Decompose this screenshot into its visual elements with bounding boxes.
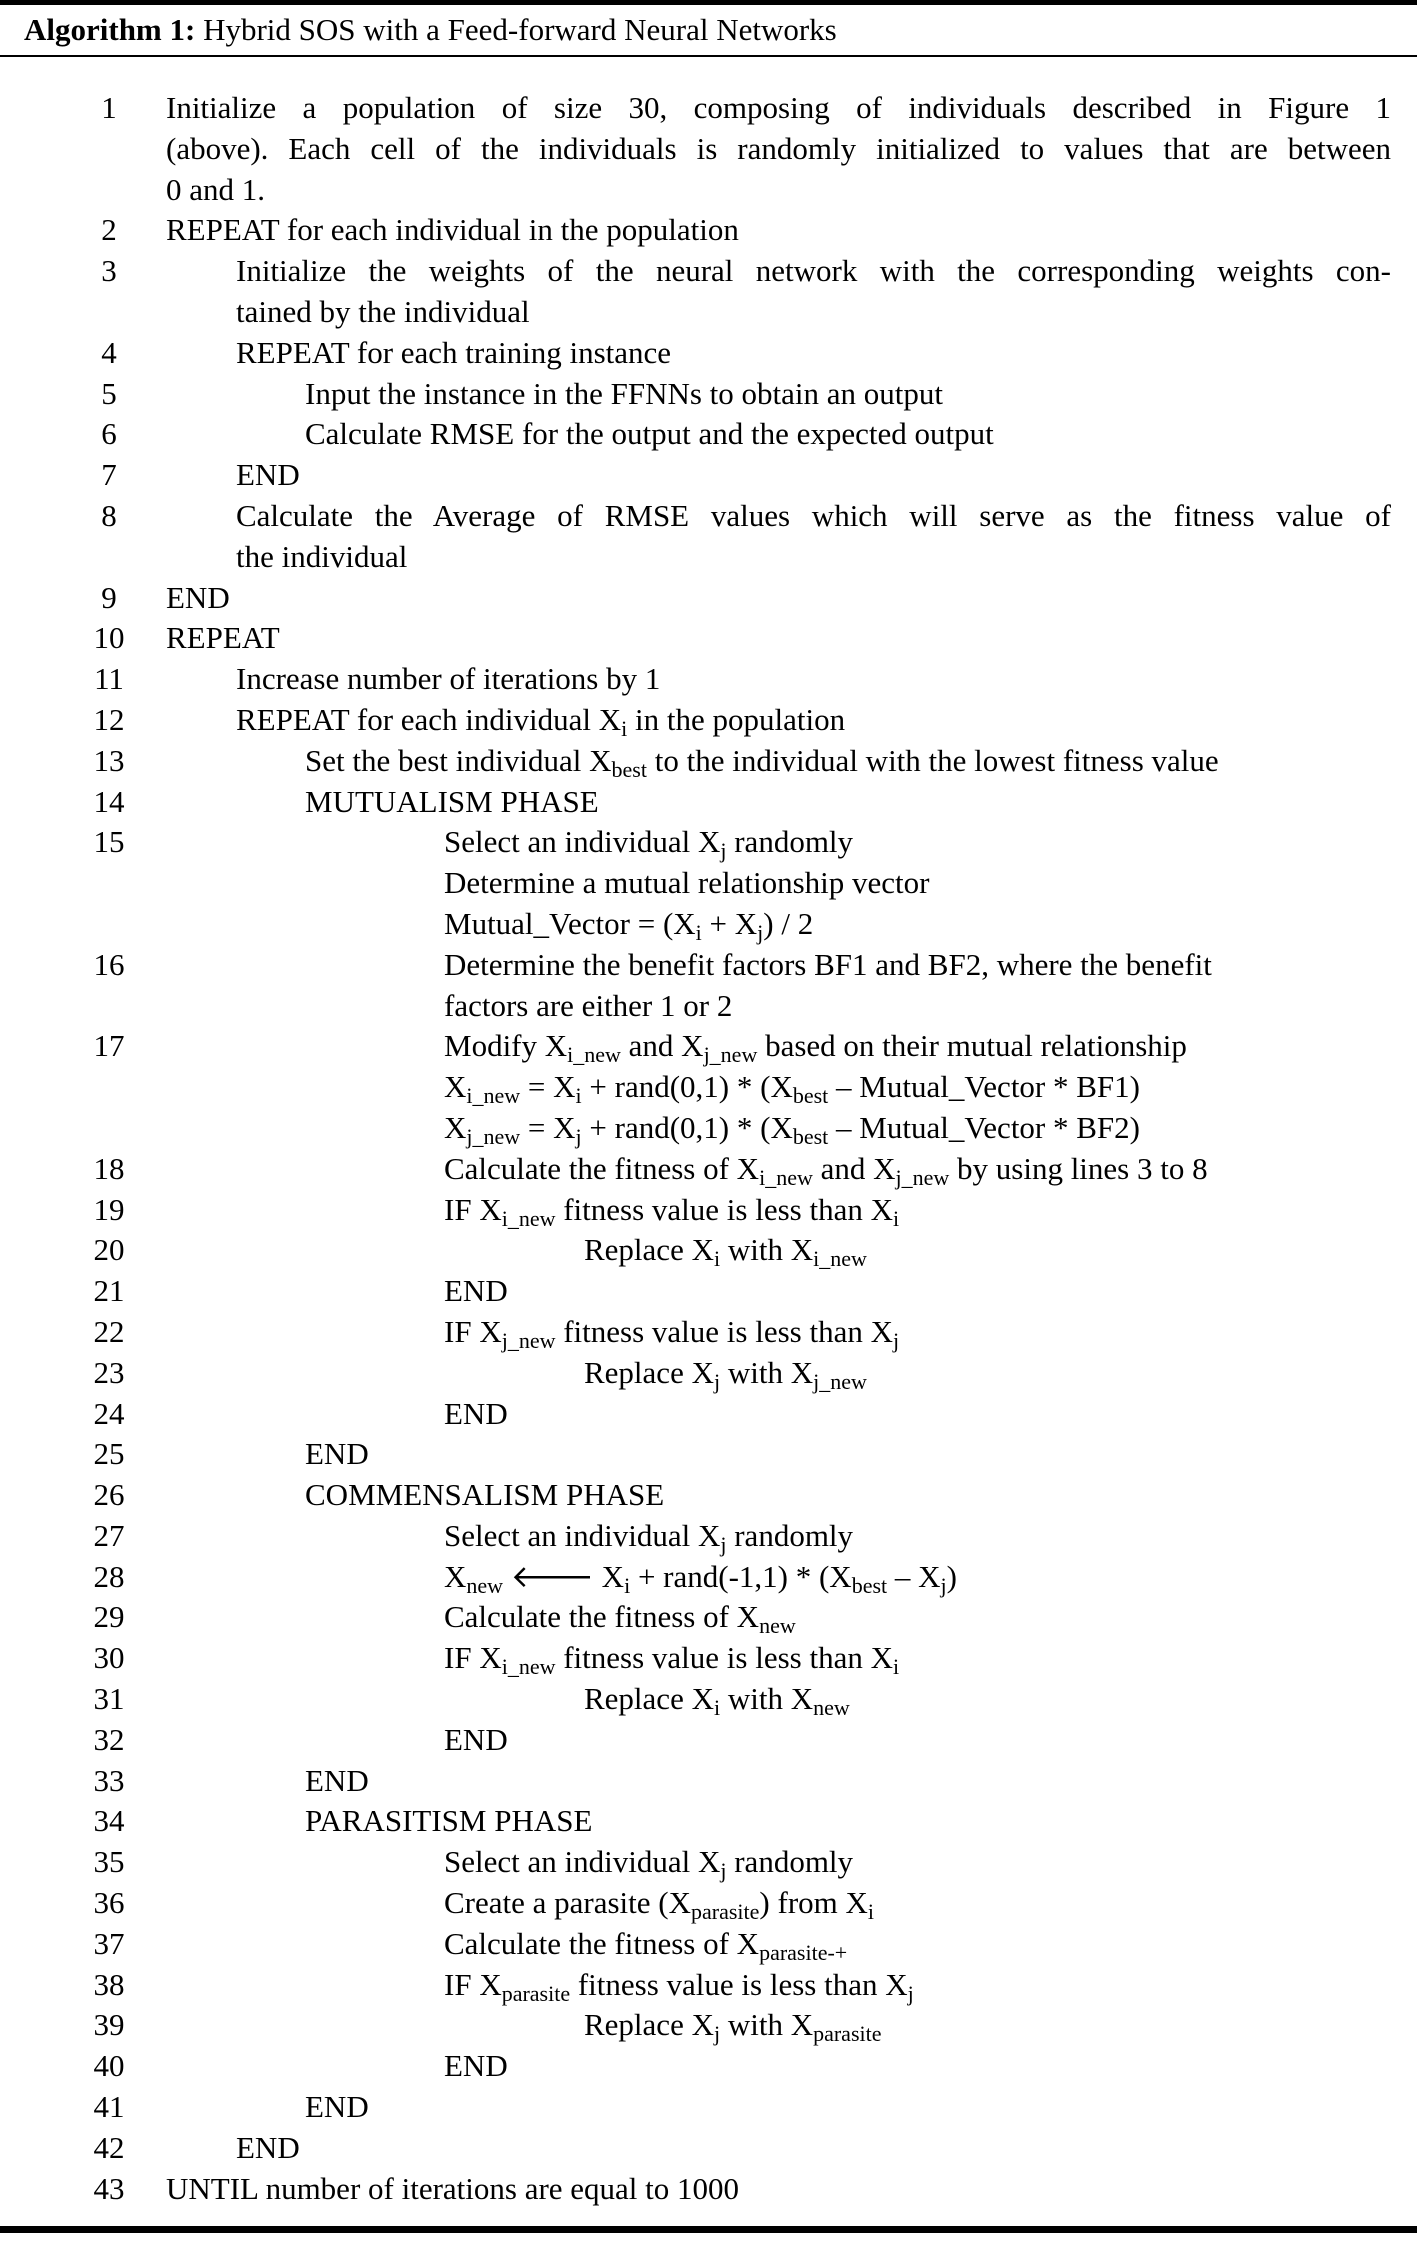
line-text: END (444, 1395, 508, 1431)
algorithm-line (0, 496, 1417, 537)
line-number: 1 (101, 90, 117, 125)
algorithm-line (0, 1924, 1417, 1965)
line-text: Determine the benefit factors BF1 and BF2, where the benefit (444, 946, 1212, 982)
line-number: 13 (93, 742, 125, 778)
algorithm-line (0, 1842, 1417, 1883)
algorithm-label: Algorithm 1: (24, 12, 196, 47)
algorithm-line (0, 1516, 1417, 1557)
line-text: $X_{i\_new} = X_i$ + rand(0,1) * ($X_{best}$ – Mutual_Vector * BF1) (444, 1069, 1140, 1109)
algorithm-line (0, 700, 1417, 741)
algorithm-line (0, 537, 1417, 578)
algorithm-line (0, 292, 1417, 333)
line-text: Replace $X_j$ with $X_{parasite}$ (584, 2007, 882, 2047)
line-text: IF $X_{j\_new}$ fitness value is less than $X_j$ (444, 1313, 900, 1353)
algorithm-line (0, 1801, 1417, 1842)
line-number: 33 (93, 1762, 125, 1798)
line-number: 43 (93, 2170, 125, 2206)
line-number: 11 (94, 661, 124, 697)
algorithm-line (0, 1557, 1417, 1598)
algorithm-line (0, 1190, 1417, 1231)
line-text: Select an individual $X_j$ randomly (444, 1517, 854, 1557)
line-text: REPEAT for each training instance (236, 334, 672, 370)
algorithm-line (0, 1434, 1417, 1475)
line-text: REPEAT for each individual in the population (166, 212, 739, 248)
line-number: 12 (93, 701, 125, 737)
line-text: Calculate the Average of RMSE values which will serve as the fitness value of (236, 497, 1391, 533)
line-text: MUTUALISM PHASE (305, 783, 599, 819)
algorithm-line (0, 863, 1417, 904)
top-rule (0, 0, 1417, 5)
algorithm-line (0, 455, 1417, 496)
line-text: IF $X_{i\_new}$ fitness value is less than $X_i$ (444, 1191, 900, 1231)
algorithm-caption: Hybrid SOS with a Feed-forward Neural Networks (203, 12, 837, 47)
line-text: Increase number of iterations by 1 (236, 661, 661, 697)
bottom-rule (0, 2226, 1417, 2233)
line-text: Calculate the fitness of $X_{parasite-+}$ (444, 1925, 848, 1965)
line-number: 31 (93, 1681, 125, 1717)
line-number: 37 (93, 1925, 125, 1961)
line-number: 14 (93, 783, 125, 819)
algorithm-line (0, 2087, 1417, 2128)
line-number: 2 (101, 212, 117, 248)
line-text: PARASITISM PHASE (305, 1803, 593, 1839)
algorithm-line (0, 1394, 1417, 1435)
algorithm-line (0, 741, 1417, 782)
line-number: 28 (93, 1558, 125, 1594)
algorithm-line (0, 374, 1417, 415)
algorithm-line (0, 1475, 1417, 1516)
line-text: (above). Each cell of the individuals is randomly initialized to values that are between (166, 130, 1391, 166)
line-number: 6 (101, 416, 117, 452)
line-text: Initialize the weights of the neural network with the corresponding weights con- (236, 253, 1391, 289)
algorithm-line (0, 1638, 1417, 1679)
algorithm-line (0, 618, 1417, 659)
line-number: 16 (93, 946, 125, 982)
line-number: 29 (93, 1599, 125, 1635)
algorithm-line (0, 251, 1417, 292)
algorithm-line (0, 1965, 1417, 2006)
algorithm-line (0, 945, 1417, 986)
line-number: 30 (93, 1640, 125, 1676)
line-text: UNTIL number of iterations are equal to 1000 (166, 2170, 740, 2206)
line-text: Replace $X_j$ with $X_{j\_new}$ (584, 1354, 867, 1394)
algorithm-line (0, 88, 1417, 129)
algorithm-line (0, 1312, 1417, 1353)
algorithm-line (0, 333, 1417, 374)
line-number: 34 (93, 1803, 125, 1839)
line-text: END (444, 1273, 508, 1309)
line-text: Initialize a population of size 30, composing of individuals described in Figure 1 (166, 90, 1391, 125)
line-text: Select an individual $X_j$ randomly (444, 1844, 854, 1884)
algorithm-line (0, 822, 1417, 863)
algorithm-line (0, 1679, 1417, 1720)
line-text: Input the instance in the FFNNs to obtain an output (305, 375, 944, 411)
algorithm-line (0, 986, 1417, 1027)
line-text: END (236, 457, 300, 493)
line-text: Calculate the fitness of $X_{i\_new}$ and $X_{j\_new}$ by using lines 3 to 8 (444, 1150, 1208, 1190)
line-number: 17 (93, 1028, 125, 1064)
line-text: Replace $X_i$ with $X_{new}$ (584, 1681, 850, 1721)
line-text: $X_{new}$ 🡐 $X_i$ + rand(-1,1) * $(X_{best} - X_j)$ (444, 1558, 957, 1598)
line-number: 4 (101, 334, 117, 370)
algorithm-line (0, 1149, 1417, 1190)
algorithm-line (0, 1597, 1417, 1638)
algorithm-line (0, 904, 1417, 945)
line-number: 26 (93, 1477, 125, 1513)
algorithm-line (0, 1720, 1417, 1761)
algorithm-line (0, 1067, 1417, 1108)
line-number: 24 (93, 1395, 125, 1431)
algorithm-body (0, 88, 1417, 2209)
line-text: COMMENSALISM PHASE (305, 1477, 665, 1513)
line-text: $X_{j\_new} = X_j$ + rand(0,1) * ($X_{best}$ – Mutual_Vector * BF2) (444, 1109, 1140, 1149)
line-number: 42 (93, 2129, 125, 2165)
line-number: 27 (93, 1517, 125, 1553)
line-text: IF $X_{i\_new}$ fitness value is less than $X_i$ (444, 1640, 900, 1680)
line-text: Select an individual $X_j$ randomly (444, 824, 854, 864)
line-text: IF $X_{parasite}$ fitness value is less than $X_j$ (444, 1966, 914, 2006)
algorithm-line (0, 2046, 1417, 2087)
line-text: END (236, 2129, 300, 2165)
line-number: 23 (93, 1354, 125, 1390)
line-text: Modify $X_{i\_new}$ and $X_{j\_new}$ based on their mutual relationship (444, 1028, 1187, 1068)
line-text: 0 and 1. (166, 171, 266, 207)
line-number: 5 (101, 375, 117, 411)
line-text: Determine a mutual relationship vector (444, 865, 930, 901)
algorithm-line (0, 170, 1417, 211)
algorithm-line (0, 210, 1417, 251)
line-number: 15 (93, 824, 125, 860)
line-number: 7 (101, 457, 117, 493)
line-text: REPEAT for each individual $X_i$ in the population (236, 701, 846, 741)
line-text: REPEAT (166, 620, 280, 656)
algorithm-line (0, 578, 1417, 619)
line-number: 22 (93, 1313, 125, 1349)
line-text: the individual (236, 538, 408, 574)
algorithm-line (0, 1230, 1417, 1271)
line-number: 35 (93, 1844, 125, 1880)
line-text: factors are either 1 or 2 (444, 987, 733, 1023)
line-text: Create a parasite $(X_{parasite})$ from $X_i$ (444, 1885, 875, 1925)
algorithm-line (0, 1761, 1417, 1802)
line-text: Replace $X_i$ with $X_{i\_new}$ (584, 1232, 867, 1272)
line-text: END (166, 579, 230, 615)
algorithm-line (0, 782, 1417, 823)
algorithm-line (0, 129, 1417, 170)
line-number: 36 (93, 1885, 125, 1921)
line-text: END (444, 1721, 508, 1757)
line-number: 9 (101, 579, 117, 615)
header-rule (0, 55, 1417, 57)
algorithm-line (0, 1108, 1417, 1149)
line-text: Calculate the fitness of $X_{new}$ (444, 1599, 796, 1639)
algorithm-line (0, 2005, 1417, 2046)
algorithm-line (0, 414, 1417, 455)
algorithm-line (0, 2169, 1417, 2210)
line-text: END (444, 2048, 508, 2084)
line-text: tained by the individual (236, 293, 530, 329)
line-text: Mutual_Vector = $(X_i + X_j) / 2$ (444, 905, 814, 945)
line-number: 10 (93, 620, 125, 656)
algorithm-line (0, 2128, 1417, 2169)
algorithm-line (0, 1271, 1417, 1312)
line-number: 19 (93, 1191, 125, 1227)
line-number: 39 (93, 2007, 125, 2043)
line-number: 21 (93, 1273, 125, 1309)
algorithm-line (0, 1353, 1417, 1394)
line-text: Set the best individual $X_{best}$ to the individual with the lowest fitness value (305, 742, 1219, 782)
line-number: 20 (93, 1232, 125, 1268)
algorithm-line (0, 1883, 1417, 1924)
line-number: 40 (93, 2048, 125, 2084)
line-number: 41 (93, 2089, 125, 2125)
line-text: END (305, 1436, 369, 1472)
line-number: 3 (101, 253, 117, 289)
line-text: Calculate RMSE for the output and the expected output (305, 416, 994, 452)
line-text: END (305, 1762, 369, 1798)
line-number: 38 (93, 1966, 125, 2002)
algorithm-line (0, 659, 1417, 700)
line-number: 32 (93, 1721, 125, 1757)
line-number: 18 (93, 1150, 125, 1186)
line-text: END (305, 2089, 369, 2125)
line-number: 8 (101, 497, 117, 533)
line-number: 25 (93, 1436, 125, 1472)
algorithm-title (24, 8, 837, 52)
algorithm-line (0, 1026, 1417, 1067)
